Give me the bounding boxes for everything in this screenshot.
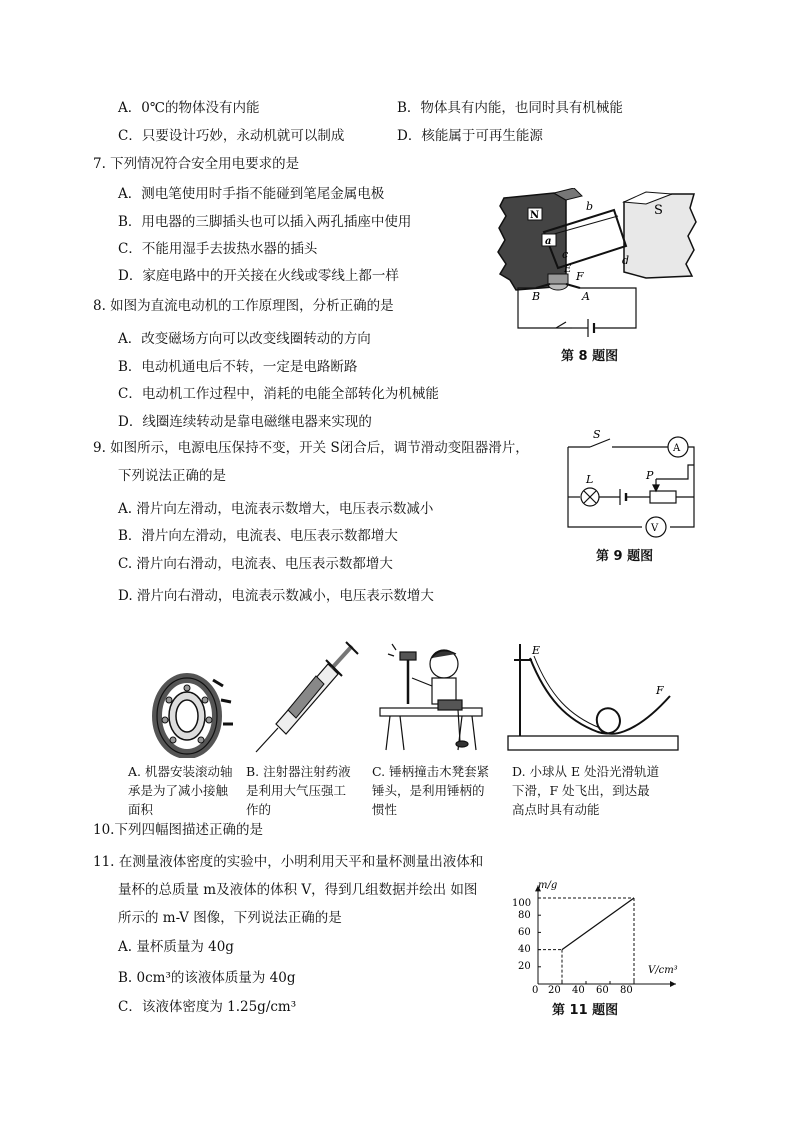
label-b: b	[586, 200, 594, 213]
q8-option-b: B．电动机通电后不转，一定是电路断路	[118, 359, 358, 375]
q7-option-b: B．用电器的三脚插头也可以插入两孔插座中使用	[118, 214, 412, 230]
q7-option-d: D．家庭电路中的开关接在火线或零线上都一样	[118, 268, 399, 284]
label-lamp-l: L	[586, 473, 594, 486]
q8-option-d: D．线圈连续转动是靠电磁继电器来实现的	[118, 414, 372, 430]
q9-option-d: D. 滑片向右滑动，电流表示数减小，电压表示数增大	[118, 588, 434, 604]
chart-tick-x-60: 60	[596, 985, 609, 996]
figure-8-caption: 第 8 题图	[561, 349, 619, 364]
q11-stem-line3: 所示的 m-V 图像，下列说法正确的是	[118, 910, 342, 926]
chart-tick-y-100: 100	[512, 898, 532, 909]
ammeter-label: A	[673, 443, 681, 454]
q7-option-a: A．测电笔使用时手指不能碰到笔尾金属电极	[118, 186, 385, 202]
chart-tick-y-40: 40	[518, 944, 531, 955]
q8-stem: 8. 如图为直流电动机的工作原理图，分析正确的是	[93, 298, 394, 314]
q7-option-c: C．不能用湿手去拔热水器的插头	[118, 241, 318, 257]
chart-series-line	[562, 898, 634, 950]
chart-tick-y-80: 80	[518, 910, 531, 921]
q10-caption-d: D. 小球从 E 处沿光滑轨道下滑，F 处飞出，到达最高点时具有动能	[512, 764, 660, 817]
q11-option-a: A. 量杯质量为 40g	[118, 939, 234, 955]
chart-ylabel: m/g	[538, 880, 558, 891]
chart-tick-x-0: 0	[532, 985, 539, 996]
label-f: F	[656, 684, 664, 697]
q9-stem-line1: 9. 如图所示，电源电压保持不变，开关 S闭合后，调节滑动变阻器滑片，	[93, 440, 529, 456]
q11-stem-line2: 量杯的总质量 m及液体的体积 V，得到几组数据并绘出 如图	[118, 882, 478, 898]
q11-option-b: B. 0cm³的该液体质量为 40g	[118, 970, 296, 986]
q9-stem-line2: 下列说法正确的是	[118, 468, 226, 484]
label-s: S	[654, 203, 663, 218]
label-f: F	[576, 270, 584, 283]
circuit-diagram	[560, 425, 700, 543]
q9-option-c: C. 滑片向右滑动，电流表、电压表示数都增大	[118, 556, 393, 572]
chart-x-arrow	[670, 981, 676, 987]
figure-9-caption: 第 9 题图	[596, 549, 654, 564]
voltmeter-label: V	[651, 523, 659, 534]
chart-tick-x-40: 40	[572, 985, 585, 996]
label-d: d	[622, 254, 630, 267]
q10-caption-b: B. 注射器注射药液是利用大气压强工作的	[246, 764, 351, 817]
label-B: B	[532, 290, 541, 303]
q9-option-a: A. 滑片向左滑动，电流表示数增大，电压表示数减小	[118, 501, 434, 517]
q11-option-c: C．该液体密度为 1.25g/cm³	[118, 999, 297, 1015]
chart-tick-y-60: 60	[518, 927, 531, 938]
label-a: a	[545, 236, 552, 247]
q7-stem: 7. 下列情况符合安全用电要求的是	[93, 156, 300, 172]
q11-stem-line1: 11. 在测量液体密度的实验中，小明利用天平和量杯测量出液体和	[93, 854, 484, 870]
motor-diagram	[496, 188, 702, 338]
syringe-image	[248, 640, 360, 758]
q9-option-b: B．滑片向左滑动，电流表、电压表示数都增大	[118, 528, 398, 544]
label-switch-s: S	[593, 428, 601, 441]
q6-option-c: C．只要设计巧妙，永动机就可以制成	[118, 128, 345, 144]
label-e: E	[532, 644, 541, 657]
q8-option-a: A．改变磁场方向可以改变线圈转动的方向	[118, 331, 371, 347]
bearing-image	[143, 670, 235, 758]
hammer-bench-image	[378, 638, 486, 756]
chart-xlabel: V/cm³	[648, 965, 678, 976]
chart-tick-x-20: 20	[548, 985, 561, 996]
label-slider-p: P	[646, 469, 654, 482]
chart-tick-y-20: 20	[518, 961, 531, 972]
q10-caption-c: C. 锤柄撞击木凳套紧锤头，是利用锤柄的惯性	[372, 764, 490, 817]
q6-option-b: B．物体具有内能，也同时具有机械能	[397, 100, 623, 116]
figure-11-caption: 第 11 题图	[552, 1003, 619, 1018]
q10-stem: 10.下列四幅图描述正确的是	[93, 822, 263, 838]
q8-option-c: C．电动机工作过程中，消耗的电能全部转化为机械能	[118, 386, 439, 402]
label-n: N	[530, 210, 540, 221]
q6-option-a: A．0℃的物体没有内能	[118, 100, 260, 116]
mv-chart	[510, 872, 686, 996]
label-A: A	[582, 290, 590, 303]
q6-option-d: D．核能属于可再生能源	[397, 128, 543, 144]
loop-track-image	[506, 638, 680, 758]
q10-caption-a: A. 机器安装滚动轴承是为了减小接触面积	[128, 764, 233, 817]
label-c: c	[562, 248, 569, 261]
chart-tick-x-80: 80	[620, 985, 633, 996]
label-e: E	[564, 264, 572, 275]
